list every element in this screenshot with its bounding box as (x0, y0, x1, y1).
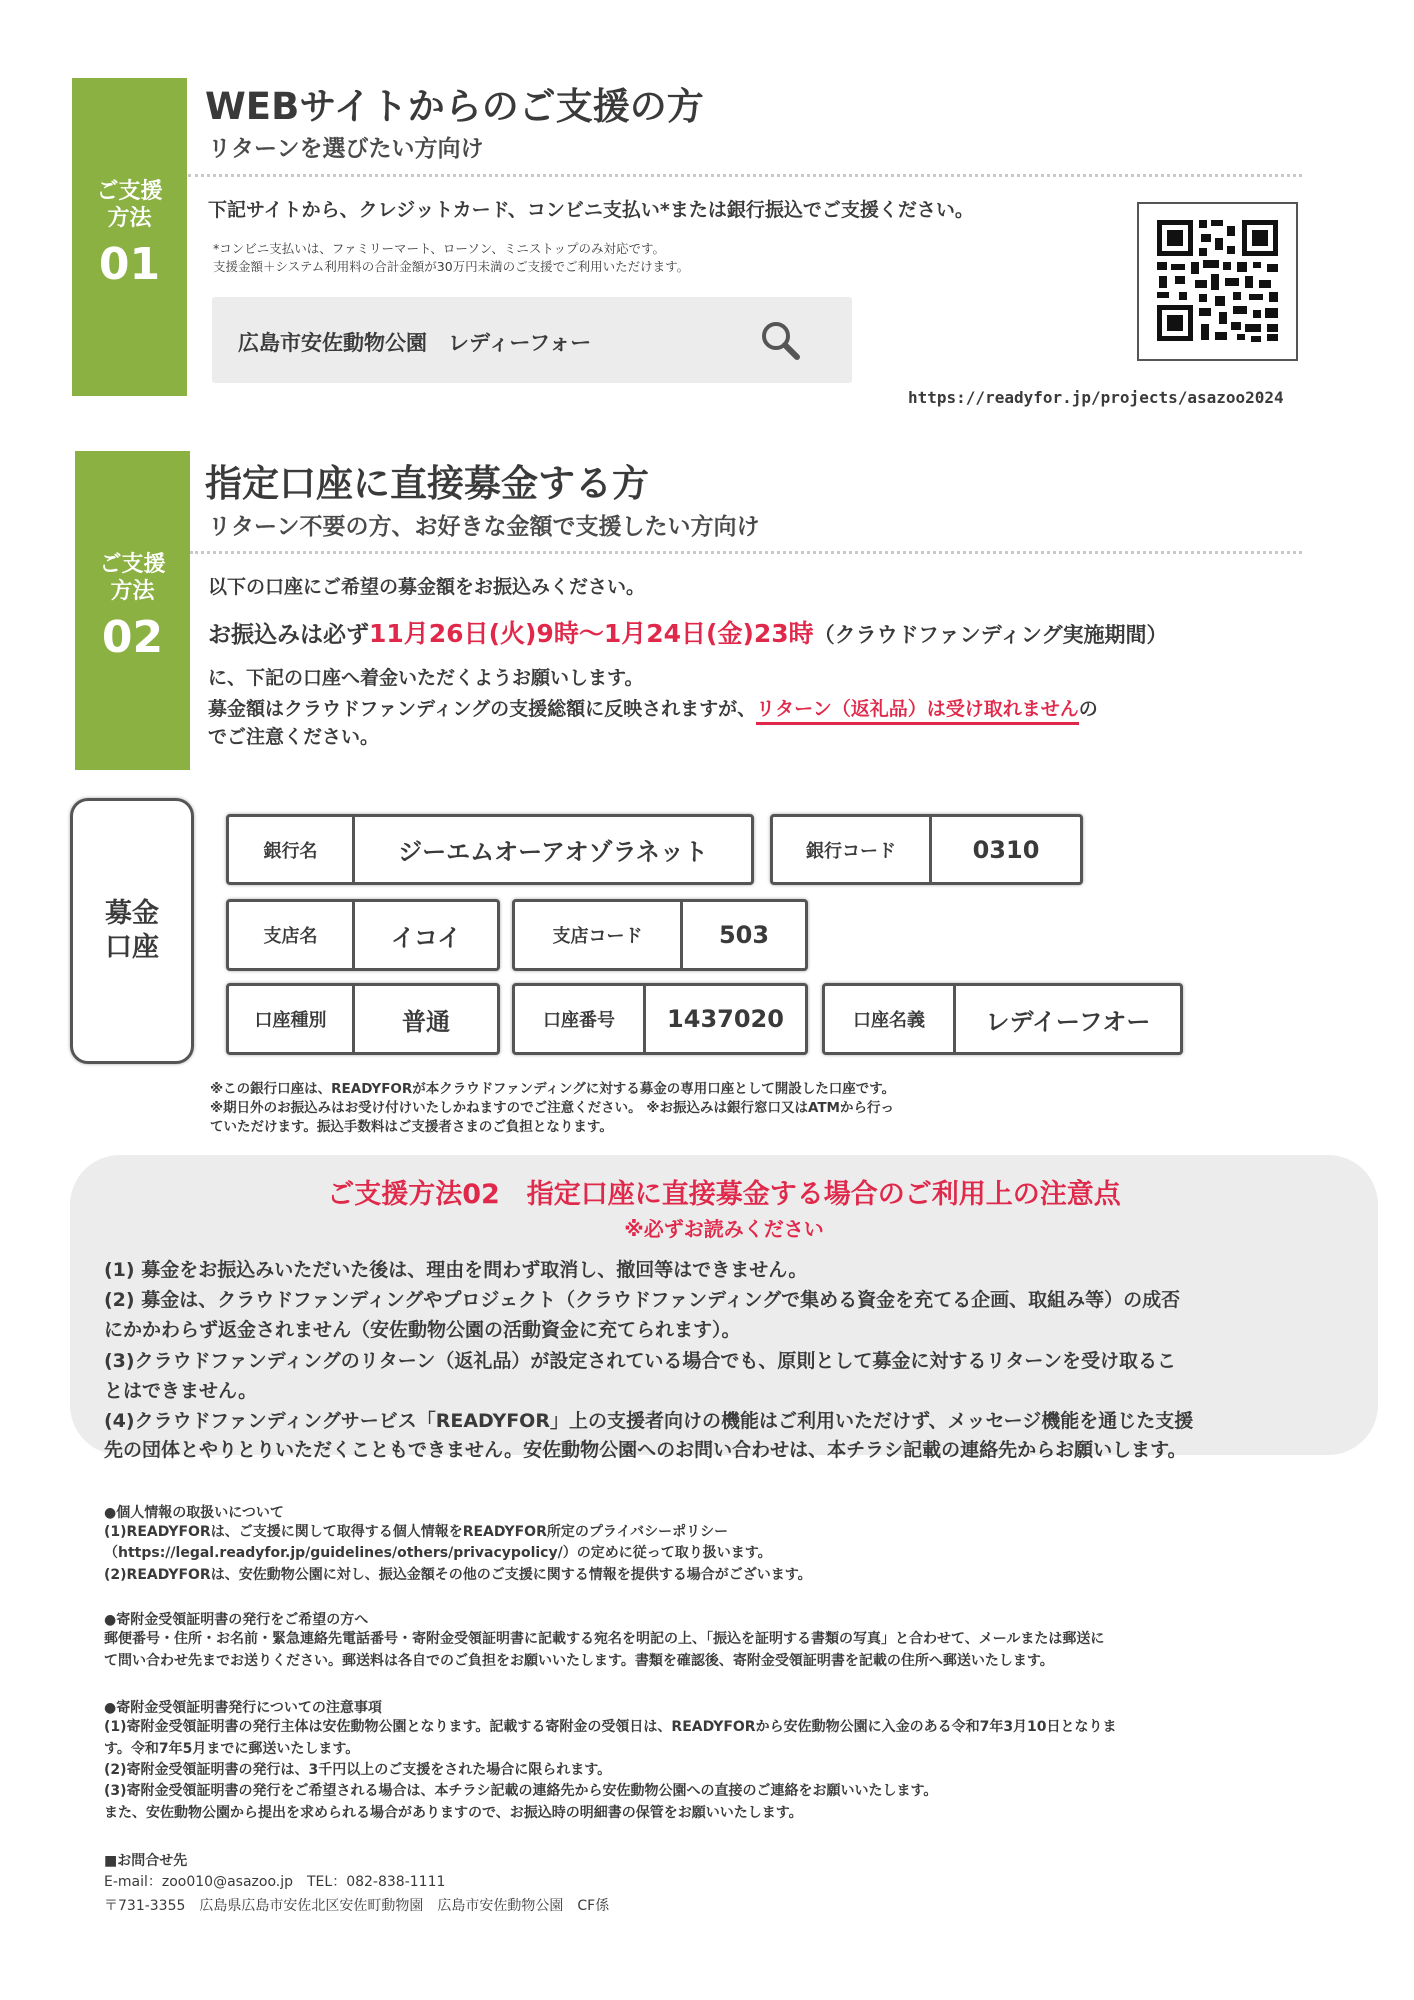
bank-name-box (226, 814, 754, 885)
notice-line-2: (2) 募金は、クラウドファンディングやプロジェクト（クラウドファンディングで集める資金を充てる企画、取組み等）の成否 (104, 1289, 1181, 1311)
branch-code-box (512, 899, 808, 971)
branch-name-label: 支店名 (229, 902, 355, 968)
method2-line-5: でご注意ください。 (208, 726, 380, 748)
account-type-box (226, 983, 500, 1055)
method1-tab (72, 78, 187, 396)
period-dates: 11月26日(火)9時〜1月24日(金)23時 (369, 619, 814, 648)
contact-line-1: E-mail：zoo010@asazoo.jp TEL：082-838-1111 (104, 1874, 446, 1890)
privacy-line-3: (2)READYFORは、安佐動物公園に対し、振込金額その他のご支援に関する情報を提供する場合がございます。 (104, 1567, 812, 1583)
method2-tab-number: 02 (101, 612, 164, 663)
line-4-suffix: の (1078, 698, 1098, 720)
method2-line-3: に、下記の口座へ着金いただくようお願いします。 (208, 667, 644, 689)
method2-divider (190, 551, 1302, 554)
contact-line-2: 〒731-3355 広島県広島市安佐北区安佐町動物園 広島市安佐動物公園 CF係 (104, 1898, 610, 1914)
account-note-1: ※この銀行口座は、READYFORが本クラウドファンディングに対する募金の専用口座として開設した口座です。 (210, 1081, 896, 1097)
method2-tab-label-1: ご支援 (99, 552, 166, 577)
contact-heading: ■お問合せ先 (104, 1853, 188, 1869)
privacy-heading: ●個人情報の取扱いについて (104, 1505, 284, 1521)
method2-line-4 (208, 694, 1098, 721)
notice-line-3: にかかわらず返金されません（安佐動物公園の活動資金に充てられます）。 (104, 1319, 741, 1341)
bank-name-label: 銀行名 (229, 817, 355, 882)
bank-code-label: 銀行コード (773, 817, 932, 882)
notice-line-6: (4)クラウドファンディングサービス「READYFOR」上の支援者向けの機能はご利用いただけず、メッセージ機能を通じた支援 (104, 1410, 1194, 1432)
search-icon[interactable] (757, 317, 805, 365)
cert-request-heading: ●寄附金受領証明書の発行をご希望の方へ (104, 1612, 369, 1628)
method1-tab-number: 01 (98, 239, 161, 290)
no-return-warning: リターン（返礼品）は受け取れません (756, 698, 1079, 725)
cert-notes-heading: ●寄附金受領証明書発行についての注意事項 (104, 1700, 382, 1716)
account-holder-label: 口座名義 (825, 986, 956, 1052)
bank-code-box (770, 814, 1083, 885)
cert-notes-line-1: (1)寄附金受領証明書の発行主体は安佐動物公園となります。記載する寄附金の受領日は、READYFORから安佐動物公園に入金のある令和7年3月10日となりま (104, 1719, 1117, 1735)
notice-line-1: (1) 募金をお振込みいただいた後は、理由を問わず取消し、撤回等はできません。 (104, 1259, 808, 1281)
method2-period-line (208, 614, 1168, 650)
privacy-line-2: （https://legal.readyfor.jp/guidelines/others/privacypolicy/）の定めに従って取り扱います。 (104, 1545, 772, 1561)
method1-title: WEBサイトからのご支援の方 (205, 85, 704, 128)
account-note-3: ていただけます。振込手数料はご支援者さまのご負担となります。 (210, 1119, 613, 1135)
qr-code (1137, 202, 1298, 361)
bank-code-value: 0310 (972, 835, 1040, 864)
notice-line-4: (3)クラウドファンディングのリターン（返礼品）が設定されている場合でも、原則として募金に対するリターンを受け取るこ (104, 1350, 1176, 1372)
account-label-box (70, 798, 194, 1064)
notice-line-5: とはできません。 (104, 1380, 258, 1402)
account-label-2: 口座 (105, 932, 159, 963)
period-suffix: （クラウドファンディング実施期間） (813, 623, 1168, 647)
cert-request-line-2: て問い合わせ先までお送りください。郵送料は各自でのご負担をお願いいたします。書類を確認後、寄附金受領証明書を記載の住所へ郵送いたします。 (104, 1653, 1054, 1669)
cert-request-line-1: 郵便番号・住所・お名前・緊急連絡先電話番号・寄附金受領証明書に記載する宛名を明記の上、「振込を証明する書類の写真」と合わせて、メールまたは郵送に (104, 1631, 1105, 1647)
account-note-2: ※期日外のお振込みはお受け付けいたしかねますのでご注意ください。 ※お振込みは銀行窓口又はATMから行っ (210, 1100, 894, 1116)
account-label-1: 募金 (105, 898, 159, 929)
account-number-label: 口座番号 (515, 986, 646, 1052)
method1-tab-label-1: ご支援 (96, 179, 163, 204)
method2-subtitle: リターン不要の方、お好きな金額で支援したい方向け (208, 514, 760, 540)
method1-note-1: *コンビニ支払いは、ファミリーマート、ローソン、ミニストップのみ対応です。 (213, 241, 666, 256)
method1-note-2: 支援金額＋システム利用料の合計金額が30万円未満のご支援でご利用いただけます。 (213, 259, 690, 274)
period-prefix: お振込みは必ず (208, 622, 369, 648)
method2-title: 指定口座に直接募金する方 (205, 462, 649, 505)
method2-line-1: 以下の口座にご希望の募金額をお振込みください。 (208, 576, 646, 598)
cert-notes-line-3: (2)寄附金受領証明書の発行は、3千円以上のご支援をされた場合に限られます。 (104, 1762, 612, 1778)
notice-line-7: 先の団体とやりとりいただくこともできません。安佐動物公園へのお問い合わせは、本チラシ記載の連絡先からお願いします。 (104, 1439, 1187, 1461)
notice-subtitle: ※必ずお読みください (624, 1217, 824, 1241)
branch-code-value: 503 (718, 921, 770, 949)
cert-notes-line-2: す。令和7年5月までに郵送いたします。 (104, 1741, 360, 1757)
account-number-box (512, 983, 808, 1055)
search-box[interactable] (212, 297, 852, 383)
method1-subtitle: リターンを選びたい方向け (208, 136, 484, 162)
account-type-value: 普通 (402, 1007, 450, 1036)
account-holder-box (822, 983, 1183, 1055)
account-holder-value: レデイーフオー (985, 1007, 1151, 1036)
method2-tab (75, 451, 190, 770)
method2-tab-label-2: 方法 (110, 579, 155, 604)
branch-code-label: 支店コード (515, 902, 683, 968)
notice-title: ご支援方法02 指定口座に直接募金する場合のご利用上の注意点 (327, 1179, 1121, 1210)
method1-divider (188, 174, 1302, 177)
account-type-label: 口座種別 (229, 986, 355, 1052)
search-box-text: 広島市安佐動物公園 レディーフォー (238, 331, 592, 355)
method1-tab-label-2: 方法 (107, 206, 152, 231)
cert-notes-line-4: (3)寄附金受領証明書の発行をご希望される場合は、本チラシ記載の連絡先から安佐動物公園への直接のご連絡をお願いいたします。 (104, 1783, 938, 1799)
branch-name-box (226, 899, 500, 971)
project-url[interactable]: https://readyfor.jp/projects/asazoo2024 (908, 388, 1284, 407)
branch-name-value: イコイ (390, 923, 462, 952)
bank-name-value: ジーエムオーアオゾラネット (398, 838, 708, 866)
account-number-value: 1437020 (667, 1005, 784, 1033)
line-4-prefix: 募金額はクラウドファンディングの支援総額に反映されますが、 (208, 698, 757, 720)
qr-code-icon (1139, 204, 1296, 359)
cert-notes-line-5: また、安佐動物公園から提出を求められる場合がありますので、お振込時の明細書の保管をお願いいたします。 (104, 1805, 803, 1821)
privacy-line-1: (1)READYFORは、ご支援に関して取得する個人情報をREADYFOR所定のプライバシーポリシー (104, 1524, 729, 1540)
method1-description: 下記サイトから、クレジットカード、コンビニ支払い*または銀行振込でご支援ください。 (208, 199, 974, 221)
